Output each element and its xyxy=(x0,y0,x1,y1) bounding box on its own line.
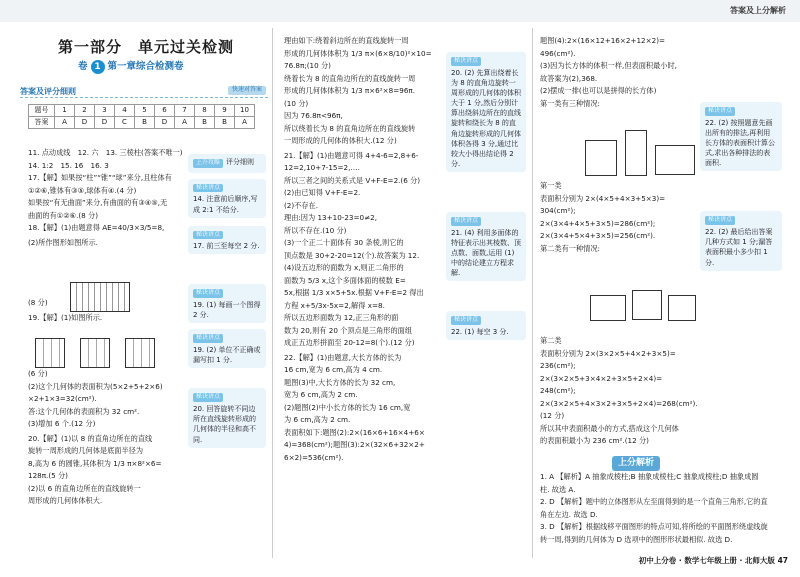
text-line: (12 分) xyxy=(540,411,565,420)
tip-label: 秘诀讲点 xyxy=(193,231,223,240)
column-3-side xyxy=(700,98,782,271)
text-line: 4)=368(cm²);题图(3):2×(32×6+32×2+ xyxy=(284,440,425,449)
answers-header xyxy=(20,86,268,98)
text-line: 248(cm²); xyxy=(540,386,576,395)
column-divider xyxy=(272,28,273,558)
text-line: 如果按“有无曲面”来分,有曲面的有③④⑤,无 xyxy=(28,198,168,207)
volume-number: 1 xyxy=(91,60,105,74)
answer-cell: B xyxy=(135,117,155,129)
answer-cell: 8 xyxy=(195,105,215,117)
text-line: 11. 点动成线 12. 六 13. 三棱柱(答案不唯一) xyxy=(28,148,183,157)
tip-text: 17. 前三至每空 2 分. xyxy=(193,242,260,251)
text-line: 理由如下:绕着斜边所在的直线旋转一周 xyxy=(284,36,409,45)
tip-box xyxy=(188,388,266,447)
tip-text: 19. (2) 单位不正确或漏写扣 1 分. xyxy=(193,346,261,365)
text-line: 宽为 6 cm,高为 2 cm. xyxy=(284,390,358,399)
tip-box xyxy=(446,311,526,340)
answer-cell: 6 xyxy=(155,105,175,117)
text-line: (3)一个正二十面体有 30 条棱,则它的 xyxy=(284,238,404,247)
answer-row-answers xyxy=(29,117,255,129)
text-line: (2)这个几何体的表面积为(5×2+5+2×6) xyxy=(28,381,163,391)
answer-cell: 9 xyxy=(215,105,235,117)
text-line: 题图(4):2×(16×12+16×2+12×2)= xyxy=(540,36,666,45)
text-line: 表面积分别为 2×(4×5+4×3+5×3)= xyxy=(540,193,666,203)
section-analysis-title: 上分解析 xyxy=(612,456,660,471)
tip-text: 22. (1) 每空 3 分. xyxy=(451,328,509,337)
answer-cell: A xyxy=(235,117,255,129)
column-1-side xyxy=(188,150,266,448)
answer-cell: 2 xyxy=(75,105,95,117)
text-line: 成正五边形拼面至 20-12=8(个).(12 分) xyxy=(284,338,415,347)
text-line: 旋转一周形成的几何体是底面半径为 xyxy=(28,446,144,455)
text-line: 5x,根据 1/3 x×5+5x.根据 V+F-E=2 得出 xyxy=(284,288,424,297)
text-line: 曲面的有①②⑥.(8 分) xyxy=(28,210,99,220)
tip-text: 20. (2) 先算出绕着长为 8 的直角边旋转一周形成的几何体的体积大于 1 分,然后分别计算出绕斜边所在的直线旋转和绕长为 8 的直角边旋转形成的几何体体积各得 3 分,通过比较大小得出结论得 2 分. xyxy=(451,68,521,168)
text-line: 128π.(5 分) xyxy=(28,471,68,480)
text-line: 为 6 cm,高为 2 cm. xyxy=(284,415,351,424)
answer-cell: A xyxy=(55,117,75,129)
text-line: 表面积如下:题图(2):2×(16×6+16×4+6× xyxy=(284,427,425,437)
tip-box xyxy=(700,102,782,171)
tip-label: 秘诀讲点 xyxy=(451,316,481,325)
text-line: (8 分) xyxy=(28,298,48,307)
text-line: 8,高为 6 的圆锥,其体积为 1/3 π×8²×6= xyxy=(28,458,162,468)
text-line: 16 cm,宽为 6 cm,高为 4 cm. xyxy=(284,365,383,374)
text-line: 所以不存在.(10 分) xyxy=(284,225,347,235)
text-line: 20.【解】(1)以 8 的直角边所在的直线 xyxy=(28,433,153,443)
cube-figure xyxy=(668,295,696,321)
text-line: (6 分) xyxy=(28,369,48,378)
answer-cell: C xyxy=(115,117,135,129)
tip-text: 22. (2) 最后给出答案几种方式如 1 分;漏答表面积最小多少扣 1 分. xyxy=(705,228,773,267)
cube-figure xyxy=(590,295,626,321)
answer-table xyxy=(28,104,255,129)
text-line: 496(cm²). xyxy=(540,48,576,58)
text-line: 数为 20,则有 20 个顶点是三角形的面组 xyxy=(284,325,413,335)
text-line: (2)题图(2)中小长方体的长为 16 cm,宽 xyxy=(284,402,411,412)
text-line: 19.【解】(1)如图所示. xyxy=(28,312,103,322)
tip-label: 秘诀讲点 xyxy=(451,57,481,66)
tip-text: 21. (4) 利用多面体的特征表示出其棱数、顶点数、面数,运用 (1) 中的结论建立方程求解. xyxy=(451,228,521,278)
analysis-section xyxy=(540,472,790,547)
tip-sub: 评分细则 xyxy=(226,158,255,166)
text-line: 第一类有三种情况: xyxy=(540,98,600,108)
text-line: 6×2)=536(cm²). xyxy=(284,452,344,462)
answers-header-tag: 快速对答案 xyxy=(228,86,266,95)
column-1 xyxy=(28,148,208,509)
tip-box xyxy=(188,179,266,218)
text-line: (3)因为长方体的体积一样,但表面积最小时, xyxy=(540,61,677,70)
text-line: 第一类 xyxy=(540,181,562,190)
text-line: 2×(3×4+4×5+3×5)=286(cm²); xyxy=(540,218,656,228)
answer-cell: 3 xyxy=(95,105,115,117)
tip-text: 19. (1) 每画一个图得 2 分. xyxy=(193,301,261,320)
text-line: (3)增加 6 个.(12 分) xyxy=(28,419,96,428)
text-line: 18.【解】(1)由题意得 AE=40/3×3/5=8, xyxy=(28,223,165,232)
tip-text: 22. (2) 按照题意先画出所有的排法,再利用长方体的表面积计算公式,求出各种排法的表面积. xyxy=(705,118,775,168)
tip-label: 秘诀讲点 xyxy=(193,393,223,402)
text-line: (4)设五边形的面数为 x,则正二角形的 xyxy=(284,263,404,272)
header-title: 答案及上分解析 xyxy=(730,6,786,15)
text-line: ①②⑥,锥体有③⑤,球体有④.(4 分) xyxy=(28,185,137,195)
text-line: 14. 1:2 15. 16 16. 3 xyxy=(28,160,109,170)
text-line: 304(cm²); xyxy=(540,206,576,215)
tip-box xyxy=(188,226,266,255)
answer-cell: B xyxy=(195,117,215,129)
text-line: 形成的几何体体积为 1/3 π×(6×8/10)²×10= xyxy=(284,48,432,58)
cube-figure xyxy=(655,145,695,175)
answer-cell: 5 xyxy=(135,105,155,117)
tip-label: 秘诀讲点 xyxy=(705,107,735,116)
answer-cell: 4 xyxy=(115,105,135,117)
text-line: 表面积分别为 2×(3×2×5+4×2+3×5)= xyxy=(540,348,676,358)
text-line: 2×(3×4+5×4+3×5)=256(cm²). xyxy=(540,231,656,240)
tip-label: 秘诀讲点 xyxy=(193,184,223,193)
answer-row-numbers xyxy=(29,105,255,117)
text-line: 所以三者之间的关系式是 V+F-E=2.(6 分) xyxy=(284,175,421,185)
view-figure-left xyxy=(80,338,110,368)
text-line: 面数为 5/3 x,这个多面体面的棱数 E= xyxy=(284,275,406,285)
text-line: 17.【解】如果按“柱”“锥”“球”来分,且柱体有 xyxy=(28,173,172,182)
tip-label: 秘诀讲点 xyxy=(705,216,735,225)
answer-cell: D xyxy=(75,117,95,129)
text-line: 题图(3)中,大长方体的长为 32 cm, xyxy=(284,377,396,387)
answer-cell: D xyxy=(155,117,175,129)
volume-title xyxy=(78,60,184,74)
tip-box xyxy=(188,154,266,173)
tip-label: 上升攻略 xyxy=(193,159,223,168)
text-line: 转一周,得到的几何体为 D 选项中的图形形状最相似. 故选 D. xyxy=(540,534,733,544)
volume-label: 卷 xyxy=(78,61,88,72)
text-line: 答:这个几何体的表面积为 32 cm². xyxy=(28,406,140,416)
text-line: 1. A 【解析】A 抽象成棱柱;B 抽象成棱柱;C 抽象成棱柱;D 抽象成圆 xyxy=(540,472,759,481)
text-line: 一周形成的几何体的体积大.(12 分) xyxy=(284,136,397,145)
tip-label: 秘诀讲点 xyxy=(451,217,481,226)
text-line: 22.【解】(1)由题意,大长方体的长为 xyxy=(284,352,402,362)
tip-text: 14. 注意前后顺序,写成 2:1 不给分. xyxy=(193,195,258,214)
answer-cell: 1 xyxy=(55,105,75,117)
text-line: 理由:因为 13+10-23=0≠2, xyxy=(284,213,377,222)
text-line: (10 分) xyxy=(284,98,309,108)
cube-figure xyxy=(625,130,647,176)
footer-text: 初中上分卷 · 数学七年级上册 · 北师大版 xyxy=(638,556,775,566)
text-line: 的表面积最小为 236 cm².(12 分) xyxy=(540,436,649,445)
page-number: 47 xyxy=(777,556,788,566)
tip-label: 秘诀讲点 xyxy=(193,334,223,343)
text-line: 绕着长为 8 的直角边所在的直线旋转一周 xyxy=(284,73,416,83)
column-3 xyxy=(540,36,700,449)
text-line: (2)由已知得 V+F-E=2. xyxy=(284,188,361,197)
text-line: (2)以 6 的直角边所在的直线旋转一 xyxy=(28,483,141,493)
text-line: 故答案为(2),368. xyxy=(540,73,598,83)
text-line: 236(cm²); xyxy=(540,361,576,370)
top-bar xyxy=(0,0,800,22)
answer-cell: 题号 xyxy=(29,105,55,117)
tip-box xyxy=(700,211,782,270)
column-2 xyxy=(284,36,454,465)
column-divider xyxy=(532,28,533,558)
text-line: 第二类有一种情况: xyxy=(540,243,600,253)
text-line: ×2+1×3=32(cm²). xyxy=(28,394,97,403)
answer-cell: 7 xyxy=(175,105,195,117)
text-line: 2. D 【解析】题中的立体图形从左至面得到的是一个直角三角形,它的直 xyxy=(540,497,768,506)
answer-cell: B xyxy=(215,117,235,129)
part-title: 第一部分 单元过关检测 xyxy=(58,38,235,56)
text-line: 21.【解】(1)由题意可得 4+4-6=2,8+6- xyxy=(284,150,419,160)
text-line: 12=2,10+7-15=2,…. xyxy=(284,163,360,172)
text-line: 所以绕着长为 8 的直角边所在的直线旋转 xyxy=(284,123,416,133)
volume-title-text: 第一章综合检测卷 xyxy=(107,61,184,72)
view-figure-front xyxy=(35,338,65,368)
tip-text: 20. 回答旋转不同边所在直线旋转形成的几何体的半径和高不同. xyxy=(193,405,256,444)
grid-figure xyxy=(70,282,130,312)
answer-cell: A xyxy=(175,117,195,129)
text-line: 周形成的几何体体积大. xyxy=(28,496,103,505)
text-line: (2)摆成一排(也可以是拼得的长方体) xyxy=(540,86,657,95)
column-2-side xyxy=(446,48,526,340)
cube-figure xyxy=(632,290,662,320)
cube-figure xyxy=(585,140,617,176)
tip-box xyxy=(446,52,526,172)
tip-box xyxy=(446,212,526,281)
tip-label: 秘诀讲点 xyxy=(193,289,223,298)
text-line: 形成的几何体体积为 1/3 π×6²×8=96π. xyxy=(284,86,416,95)
text-line: (2)不存在. xyxy=(284,200,319,210)
text-line: 因为 76.8π<96π, xyxy=(284,111,343,120)
answer-cell: D xyxy=(95,117,115,129)
answers-header-title: 答案及评分细则 xyxy=(20,87,76,96)
answer-cell: 答案 xyxy=(29,117,55,129)
text-line: 所以其中表面积最小的方式,搭成这个几何体 xyxy=(540,423,679,433)
text-line: 2×(3×2×5+3×4×2+3×5+2×4)= xyxy=(540,373,663,383)
footer xyxy=(639,556,788,567)
text-line: 所以五边形面数为 12,正三角形的面 xyxy=(284,313,399,322)
text-line: 柱. 故选 A. xyxy=(540,484,576,494)
tip-box xyxy=(188,329,266,368)
text-line: 第二类 xyxy=(540,336,562,345)
tip-box xyxy=(188,284,266,323)
view-figure-top xyxy=(125,338,155,368)
answer-cell: 10 xyxy=(235,105,255,117)
text-line: 方程 x+5/3x-5x=2,解得 x=8. xyxy=(284,300,385,310)
text-line: (2)所作图形如图所示. xyxy=(28,237,98,247)
text-line: 顶点数是 30+2-20=12(个).故答案为 12. xyxy=(284,250,420,260)
text-line: 角在左边. 故选 D. xyxy=(540,509,598,519)
text-line: 76.8π;(10 分) xyxy=(284,61,331,70)
text-line: 3. D 【解析】根据线移平面图形的特点可知,将所绘的平面图形绕虚线旋 xyxy=(540,522,768,531)
text-line: 2×(3×2×5+4×3×2+3×5+2×4)=268(cm²). xyxy=(540,398,698,408)
